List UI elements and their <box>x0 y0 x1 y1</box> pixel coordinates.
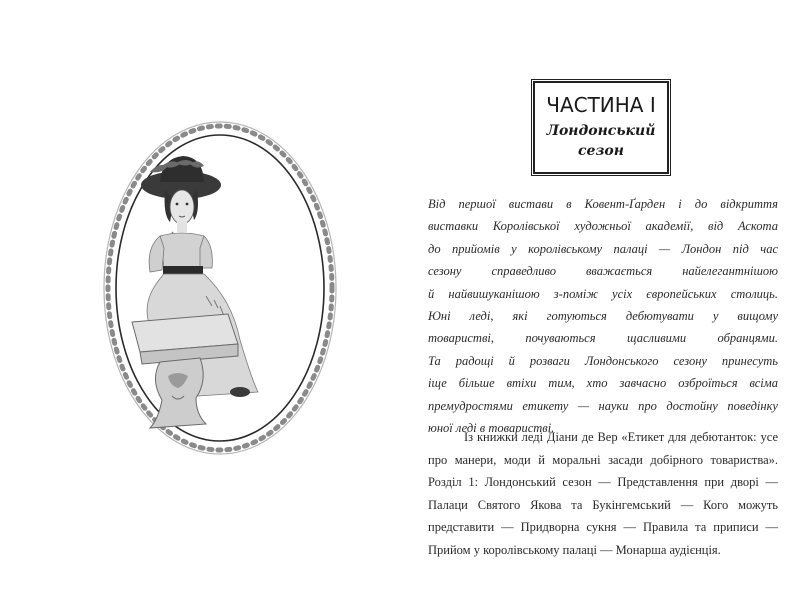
epigraph-line: сезону справедливо вважається найелегантнішою <box>428 264 778 279</box>
epigraph-line: юної леді в товаристві. <box>428 421 555 436</box>
epigraph-line: виставки Королівської художньої академії, від Аскота <box>428 219 778 234</box>
face <box>170 190 194 224</box>
outer-ring <box>104 122 336 454</box>
sash <box>163 266 203 274</box>
epigraph-line: Та радощі й розваги Лондонського сезону принесуть <box>428 353 778 368</box>
epigraph-line: товаристві, почуваються щасливими обранцями. <box>428 331 778 346</box>
source-line: Розділ 1: Лондонський сезон — Представлення при дворі — <box>428 475 778 490</box>
part-title-box <box>533 81 669 174</box>
source-line: представити — Придворна сукня — Правила та приписи — <box>428 520 778 535</box>
hat-crown <box>160 156 204 182</box>
epigraph-line: й найвишуканішою з-поміж усіх європейських столиць. <box>428 286 778 301</box>
lady-illustration <box>132 156 258 428</box>
source-line: Прийом у королівському палаці — Монарша аудієнція. <box>428 542 721 557</box>
epigraph-paragraph <box>428 193 778 439</box>
epigraph-line: до прийомів у королівському палаці — Лондон під час <box>428 241 778 256</box>
right-page <box>400 0 800 614</box>
epigraph-line: Юні леді, які готуються дебютувати у вищому <box>428 309 778 324</box>
bodice <box>160 233 204 268</box>
bench-pedestal <box>150 358 206 428</box>
part-subtitle-line1: Лондонський <box>546 123 656 139</box>
left-sleeve <box>149 236 164 272</box>
source-line: про манери, моди й моральні засади добірного товариства». <box>428 452 778 467</box>
part-title: ЧАСТИНА І <box>546 93 656 117</box>
shoe <box>230 387 250 397</box>
source-line: Палаци Святого Якова та Букінгемський — Кого можуть <box>428 497 778 512</box>
part-subtitle-line2: сезон <box>578 143 624 159</box>
epigraph-line: премудростями етикету — науки про достойну поведінку <box>428 398 778 413</box>
epigraph-line: іще більше втіхи тим, хто завчасно озброїться всіма <box>428 376 778 391</box>
scalloped-border <box>108 126 332 450</box>
part-subtitle <box>535 121 667 161</box>
source-line: Із книжки леді Діани де Вер «Етикет для дебютанток: усе <box>464 430 778 444</box>
source-citation-paragraph <box>428 426 778 562</box>
epigraph-line: Від першої вистави в Ковент-Ґарден і до відкриття <box>428 197 778 211</box>
